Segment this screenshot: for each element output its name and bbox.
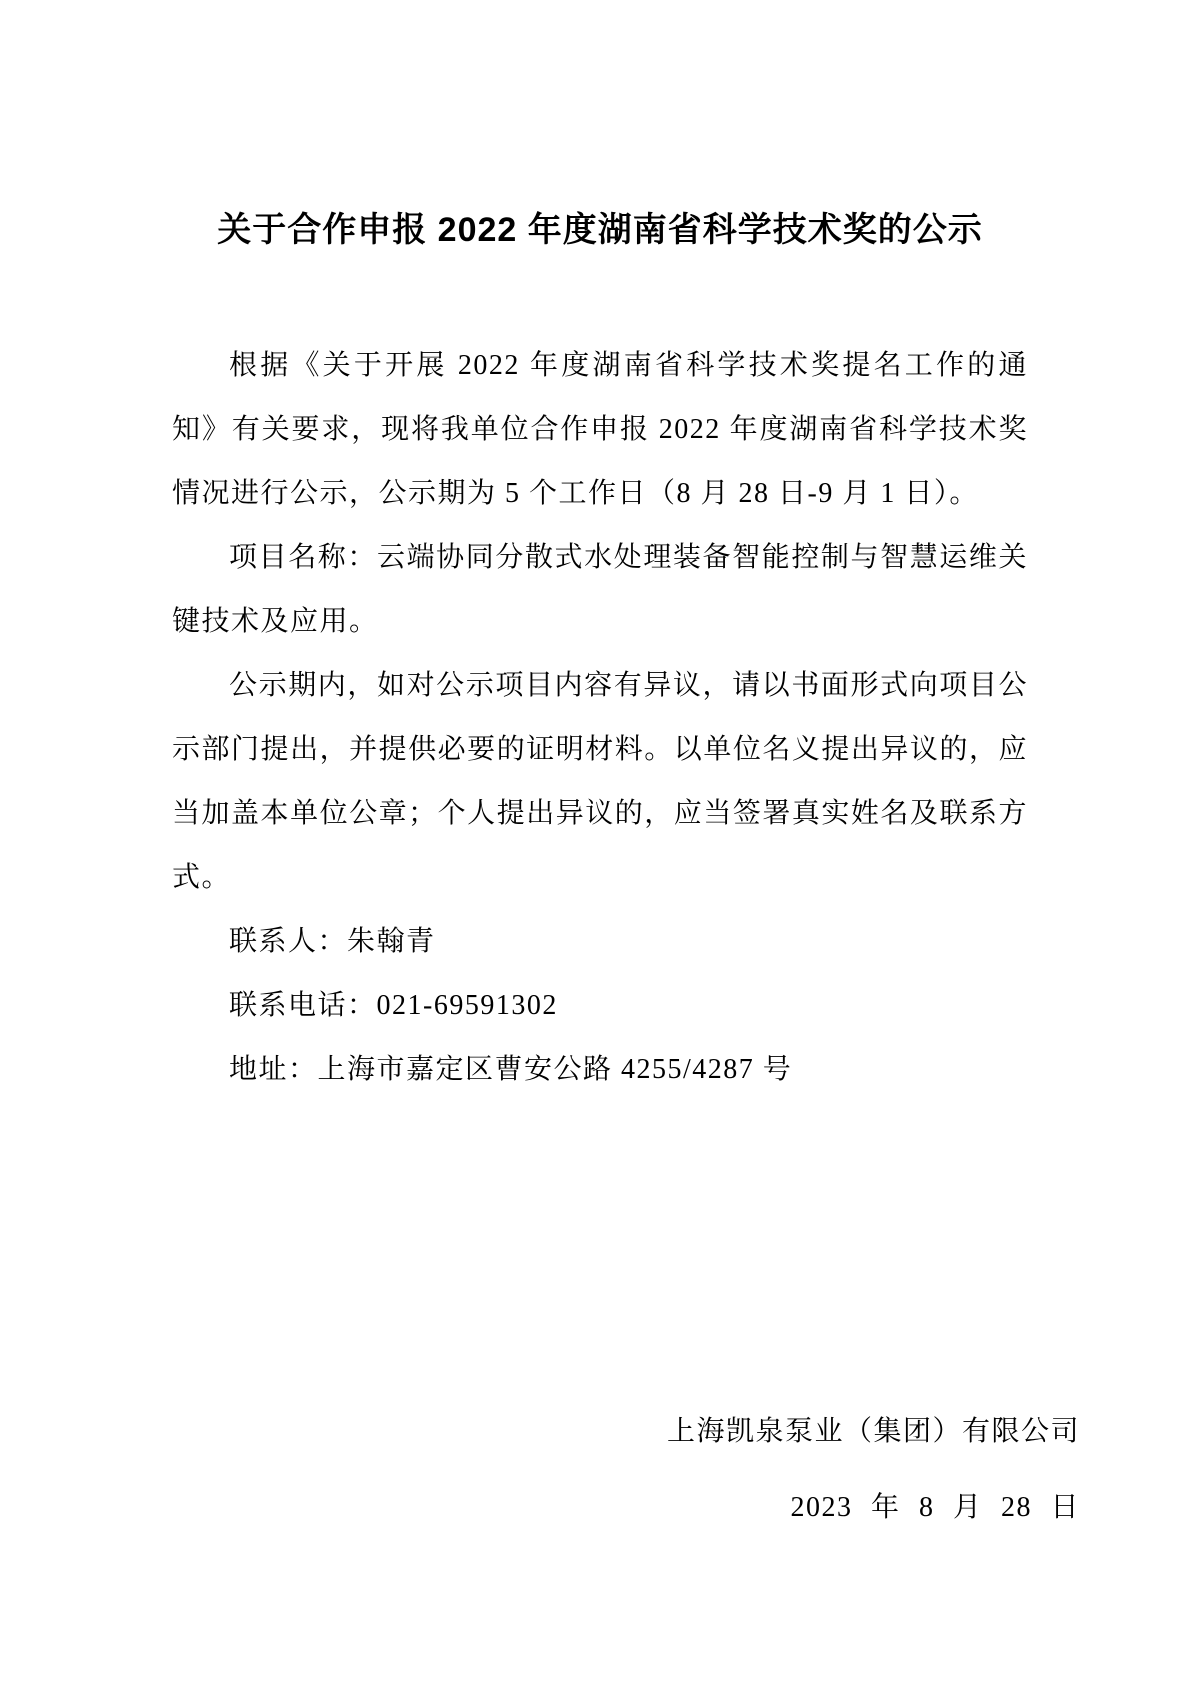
paragraph-basis: 根据《关于开展 2022 年度湖南省科学技术奖提名工作的通知》有关要求，现将我单位合作申报 2022 年度湖南省科学技术奖情况进行公示，公示期为 5 个工作日（8 月 28 日-9 月 1 日）。 bbox=[172, 350, 1028, 509]
document-body bbox=[172, 334, 1028, 1102]
paragraph-objection-procedure: 公示期内，如对公示项目内容有异议，请以书面形式向项目公示部门提出，并提供必要的证明材料。以单位名义提出异议的，应当加盖本单位公章；个人提出异议的，应当签署真实姓名及联系方式。 bbox=[172, 670, 1028, 893]
paragraph-project-name: 项目名称：云端协同分散式水处理装备智能控制与智慧运维关键技术及应用。 bbox=[172, 542, 1028, 637]
contact-phone-line: 联系电话：021-69591302 bbox=[229, 990, 558, 1021]
contact-person-line: 联系人：朱翰青 bbox=[229, 926, 436, 957]
document-title: 关于合作申报 2022 年度湖南省科学技术奖的公示 bbox=[217, 211, 983, 249]
signature-company-name: 上海凯泉泵业（集团）有限公司 bbox=[666, 1416, 1080, 1447]
signature-date: 2023 年 8 月 28 日 bbox=[790, 1492, 1080, 1523]
contact-address-line: 地址：上海市嘉定区曹安公路 4255/4287 号 bbox=[229, 1054, 793, 1085]
signature-block bbox=[172, 1412, 1080, 1528]
